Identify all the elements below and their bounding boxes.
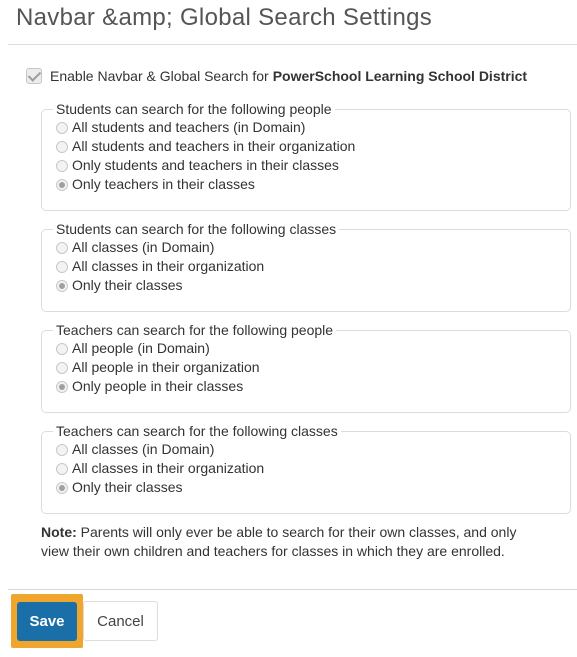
teachers-people-option-classes[interactable]: [56, 376, 570, 395]
radio-button-selected[interactable]: [56, 179, 68, 191]
option-label: All classes in their organization: [72, 257, 265, 274]
radio-button-selected[interactable]: [56, 482, 68, 494]
organization-name: PowerSchool Learning School District: [272, 68, 528, 84]
teachers-classes-option-organization[interactable]: [56, 458, 570, 477]
enable-search-row[interactable]: [26, 68, 527, 84]
students-people-legend: Students can search for the following people: [56, 101, 332, 117]
parents-note: [41, 523, 531, 561]
teachers-classes-option-domain[interactable]: [56, 439, 570, 458]
radio-button[interactable]: [56, 343, 68, 355]
option-label: Only people in their classes: [72, 377, 244, 394]
radio-button-selected[interactable]: [56, 381, 68, 393]
students-classes-option-own[interactable]: [56, 275, 570, 294]
radio-button[interactable]: [56, 160, 68, 172]
option-label: All students and teachers (in Domain): [72, 118, 306, 135]
students-people-group: [41, 101, 571, 211]
option-label: All classes (in Domain): [72, 238, 215, 255]
option-label: Only students and teachers in their classes: [72, 156, 339, 173]
teachers-people-group: [41, 322, 571, 413]
enable-search-checkbox[interactable]: [26, 68, 42, 84]
dialog-title: Navbar &amp; Global Search Settings: [16, 4, 433, 31]
students-people-option-organization[interactable]: [56, 136, 570, 155]
note-label: Note:: [41, 524, 77, 540]
teachers-classes-option-own[interactable]: [56, 477, 570, 496]
option-label: Only their classes: [72, 478, 183, 495]
note-text: Parents will only ever be able to search for their own classes, and only view their own children and teachers for classes in which they are enrolled.: [41, 524, 517, 559]
students-people-option-domain[interactable]: [56, 117, 570, 136]
students-people-option-classes[interactable]: [56, 155, 570, 174]
option-label: All people in their organization: [72, 358, 260, 375]
radio-button[interactable]: [56, 362, 68, 374]
option-label: All classes (in Domain): [72, 440, 215, 457]
title-divider: [8, 44, 577, 45]
radio-button[interactable]: [56, 444, 68, 456]
radio-button[interactable]: [56, 261, 68, 273]
teachers-people-legend: Teachers can search for the following people: [56, 322, 334, 338]
radio-button[interactable]: [56, 242, 68, 254]
teachers-classes-legend: Teachers can search for the following classes: [56, 423, 338, 439]
teachers-people-option-domain[interactable]: [56, 338, 570, 357]
footer-divider: [8, 589, 577, 590]
radio-button[interactable]: [56, 463, 68, 475]
students-people-option-teachers[interactable]: [56, 174, 570, 193]
students-classes-group: [41, 221, 571, 312]
enable-search-label: Enable Navbar & Global Search for: [50, 68, 269, 84]
teachers-people-option-organization[interactable]: [56, 357, 570, 376]
cancel-button[interactable]: Cancel: [83, 601, 158, 641]
radio-button[interactable]: [56, 141, 68, 153]
option-label: All students and teachers in their organization: [72, 137, 356, 154]
radio-button[interactable]: [56, 122, 68, 134]
save-button[interactable]: Save: [17, 602, 77, 641]
option-label: Only teachers in their classes: [72, 175, 255, 192]
option-label: All people (in Domain): [72, 339, 210, 356]
option-label: Only their classes: [72, 276, 183, 293]
students-classes-option-domain[interactable]: [56, 237, 570, 256]
students-classes-legend: Students can search for the following classes: [56, 221, 337, 237]
radio-button-selected[interactable]: [56, 280, 68, 292]
teachers-classes-group: [41, 423, 571, 514]
students-classes-option-organization[interactable]: [56, 256, 570, 275]
option-label: All classes in their organization: [72, 459, 265, 476]
